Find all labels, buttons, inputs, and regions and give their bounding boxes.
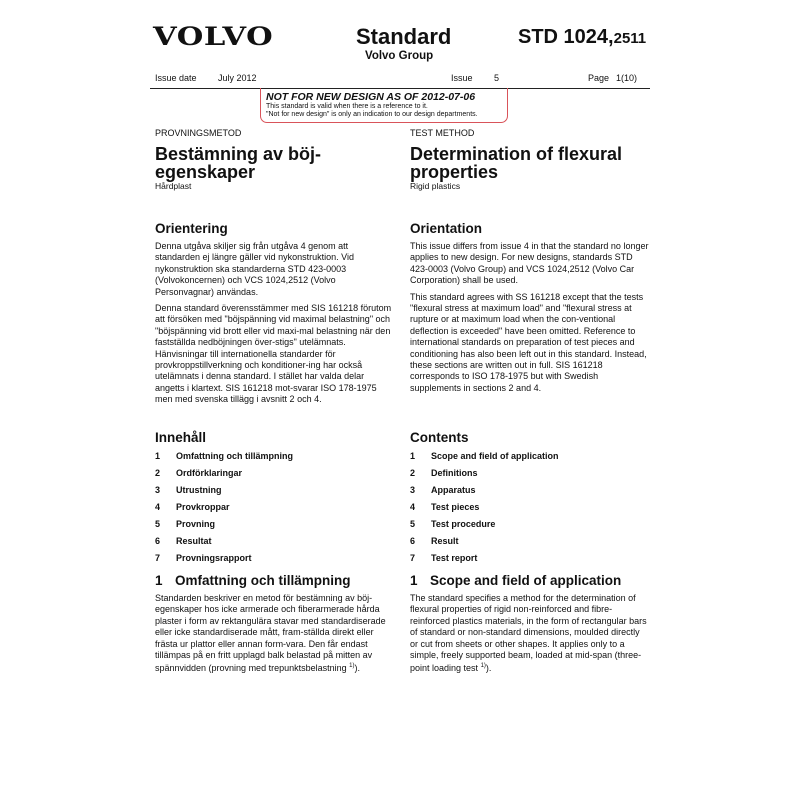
- right-orientation-section: [410, 221, 650, 399]
- left-section-1-heading: [155, 573, 395, 588]
- right-section-1-end: ).: [485, 663, 492, 674]
- toc-item[interactable]: [410, 536, 650, 553]
- left-subtitle: Hårdplast: [155, 181, 192, 191]
- toc-number: 5: [410, 519, 416, 529]
- toc-label: Provkroppar: [176, 502, 230, 512]
- notice-line-1: This standard is valid when there is a reference to it.: [266, 103, 428, 110]
- right-section-1-number: 1: [410, 573, 418, 588]
- left-orientation-paragraph-1: Denna utgåva skiljer sig från utgåva 4 genom att standarden ej längre gäller vid nykonstruktion. Vid nykonstruktion ska standarderna STD 423-0003 (Volvokoncernen) och VCS 1024,2512 (Volvo Personvagnar) användas.: [155, 241, 354, 297]
- toc-item[interactable]: [155, 553, 395, 570]
- right-subtitle: Rigid plastics: [410, 181, 461, 191]
- notice-line-2: "Not for new design" is only an indication to our design departments.: [266, 111, 478, 118]
- right-section-1-body: The standard specifies a method for the determination of flexural properties of rigid non-reinforced and fibre-reinforced plastics materials, in the form of rectangular bars of standard or non-standard dimensions, moulded directly or cut from sheets or other shapes. It applies only to a simple, freely supported beam, loaded at mid-span (three-point loading test: [410, 593, 647, 674]
- right-title-line-2: properties: [410, 162, 499, 182]
- document-type: Standard: [356, 24, 452, 49]
- left-orientation-heading: Orientering: [155, 221, 228, 236]
- issue-date: July 2012: [218, 73, 257, 83]
- notice-title: NOT FOR NEW DESIGN AS OF 2012-07-06: [266, 91, 476, 103]
- toc-label: Ordförklaringar: [176, 468, 243, 478]
- document-number: [518, 26, 646, 49]
- left-section-1-end: ).: [354, 663, 360, 674]
- toc-number: 1: [410, 451, 416, 461]
- toc-number: 7: [155, 553, 161, 563]
- toc-item[interactable]: [155, 519, 395, 536]
- left-section-1-title: Omfattning och tillämpning: [175, 573, 351, 588]
- page-number: 1(10): [616, 73, 638, 83]
- toc-label: Test report: [431, 553, 478, 563]
- left-contents-list: [155, 451, 395, 570]
- toc-label: Test pieces: [431, 502, 480, 512]
- toc-item[interactable]: [410, 502, 650, 519]
- toc-item[interactable]: [410, 485, 650, 502]
- left-title: [155, 145, 395, 181]
- document-number-suffix: 2511: [613, 30, 647, 47]
- right-title: [410, 145, 660, 181]
- toc-item[interactable]: [410, 519, 650, 536]
- right-section-1-text: [410, 593, 650, 675]
- left-orientation-paragraph-2: Denna standard överensstämmer med SIS 161218 förutom att försöken med "böjspänning vid maximal belastning" och "böjspänning vid brott eller vid maxi-mal belastning när den fastställda nedböjningen över-stigs" utelämnats. Hänvisningar till internationella standarder för provkroppstillverkning och konditioner-ing har också utelämnats i denna standard. I stället har valda delar angetts i klartext. SIS 161218 mot-svarar ISO 178-1975 men med svenska tillägg i avsnitt 2 och 4.: [155, 303, 392, 405]
- toc-number: 7: [410, 553, 416, 563]
- left-section-1-text: [155, 593, 395, 675]
- left-section-1-body: Standarden beskriver en metod för bestämning av böj-egenskaper hos icke armerade och fiberarmerade hårda plaster i form av rektangulära stavar med standardiserade eller icke standardiserade mått, fram-ställda direkt eller frästa ur plattor eller annan form-vara. Den får endast tillämpas på en fritt upplagd balk belastad på mitten av spännvidden (provning med trepunktsbelastning: [155, 593, 386, 674]
- left-contents-heading: Innehåll: [155, 430, 207, 445]
- left-section-1: [155, 573, 395, 680]
- toc-label: Scope and field of application: [431, 451, 559, 461]
- toc-item[interactable]: [155, 451, 395, 468]
- right-contents-heading: Contents: [410, 430, 469, 445]
- left-section-1-number: 1: [155, 573, 163, 588]
- left-title-line-2: egenskaper: [155, 162, 256, 182]
- right-orientation-heading: Orientation: [410, 221, 483, 236]
- toc-label: Utrustning: [176, 485, 222, 495]
- left-title-line-1: Bestämning av böj-: [155, 144, 322, 164]
- page-label: Page: [588, 73, 610, 83]
- toc-item[interactable]: [155, 536, 395, 553]
- toc-item[interactable]: [410, 451, 650, 468]
- toc-number: 1: [155, 451, 161, 461]
- footnote-ref[interactable]: 1): [480, 663, 486, 670]
- toc-number: 4: [410, 502, 416, 512]
- right-section-1-heading: [410, 573, 650, 588]
- toc-item[interactable]: [155, 502, 395, 519]
- right-orientation-paragraph-1: This issue differs from issue 4 in that the standard no longer applies to new design. For new designs, standards STD 423-0003 (Volvo Group) and VCS 1024,2512 (Volvo Car Corporation) shall be used.: [410, 241, 649, 286]
- issue-number: 5: [494, 73, 500, 83]
- toc-number: 2: [155, 468, 161, 478]
- toc-number: 3: [155, 485, 161, 495]
- toc-label: Result: [431, 536, 459, 546]
- footnote-ref[interactable]: 1): [349, 663, 355, 670]
- right-kicker: TEST METHOD: [410, 128, 475, 138]
- toc-number: 2: [410, 468, 416, 478]
- issue-label: Issue: [451, 73, 473, 83]
- organization: Volvo Group: [365, 50, 434, 62]
- toc-label: Provningsrapport: [176, 553, 252, 563]
- toc-label: Resultat: [176, 536, 212, 546]
- toc-label: Definitions: [431, 468, 478, 478]
- right-orientation-paragraph-2: This standard agrees with SS 161218 except that the tests "flexural stress at maximum load" and "flexural stress at rupture or at maximum load when the con-ventional deflection is exceeded" have been omitted. Reference to international standards on preparation of test pieces and conditioning has also been left out in this standard. Instead, these sections are written out in full. SIS 161218 corresponds to ISO 178-1975 but with Swedish supplements in sections 2 and 4.: [410, 291, 647, 393]
- right-section-1-title: Scope and field of application: [430, 573, 622, 588]
- volvo-logo: VOLVO: [153, 22, 274, 51]
- toc-label: Test procedure: [431, 519, 496, 529]
- toc-item[interactable]: [410, 468, 650, 485]
- toc-number: 5: [155, 519, 161, 529]
- toc-number: 6: [410, 536, 416, 546]
- right-section-1: [410, 573, 650, 680]
- toc-label: Provning: [176, 519, 216, 529]
- document-number-main: STD 1024,: [518, 26, 614, 48]
- toc-number: 4: [155, 502, 161, 512]
- toc-item[interactable]: [155, 485, 395, 502]
- right-title-line-1: Determination of flexural: [410, 144, 623, 164]
- toc-item[interactable]: [155, 468, 395, 485]
- not-for-new-design-notice: [260, 88, 508, 123]
- toc-label: Omfattning och tillämpning: [176, 451, 293, 461]
- left-orientation-section: [155, 221, 395, 411]
- right-contents-list: [410, 451, 650, 570]
- toc-number: 6: [155, 536, 161, 546]
- toc-label: Apparatus: [431, 485, 476, 495]
- toc-item[interactable]: [410, 553, 650, 570]
- issue-date-label: Issue date: [155, 73, 197, 83]
- left-kicker: PROVNINGSMETOD: [155, 128, 242, 138]
- toc-number: 3: [410, 485, 416, 495]
